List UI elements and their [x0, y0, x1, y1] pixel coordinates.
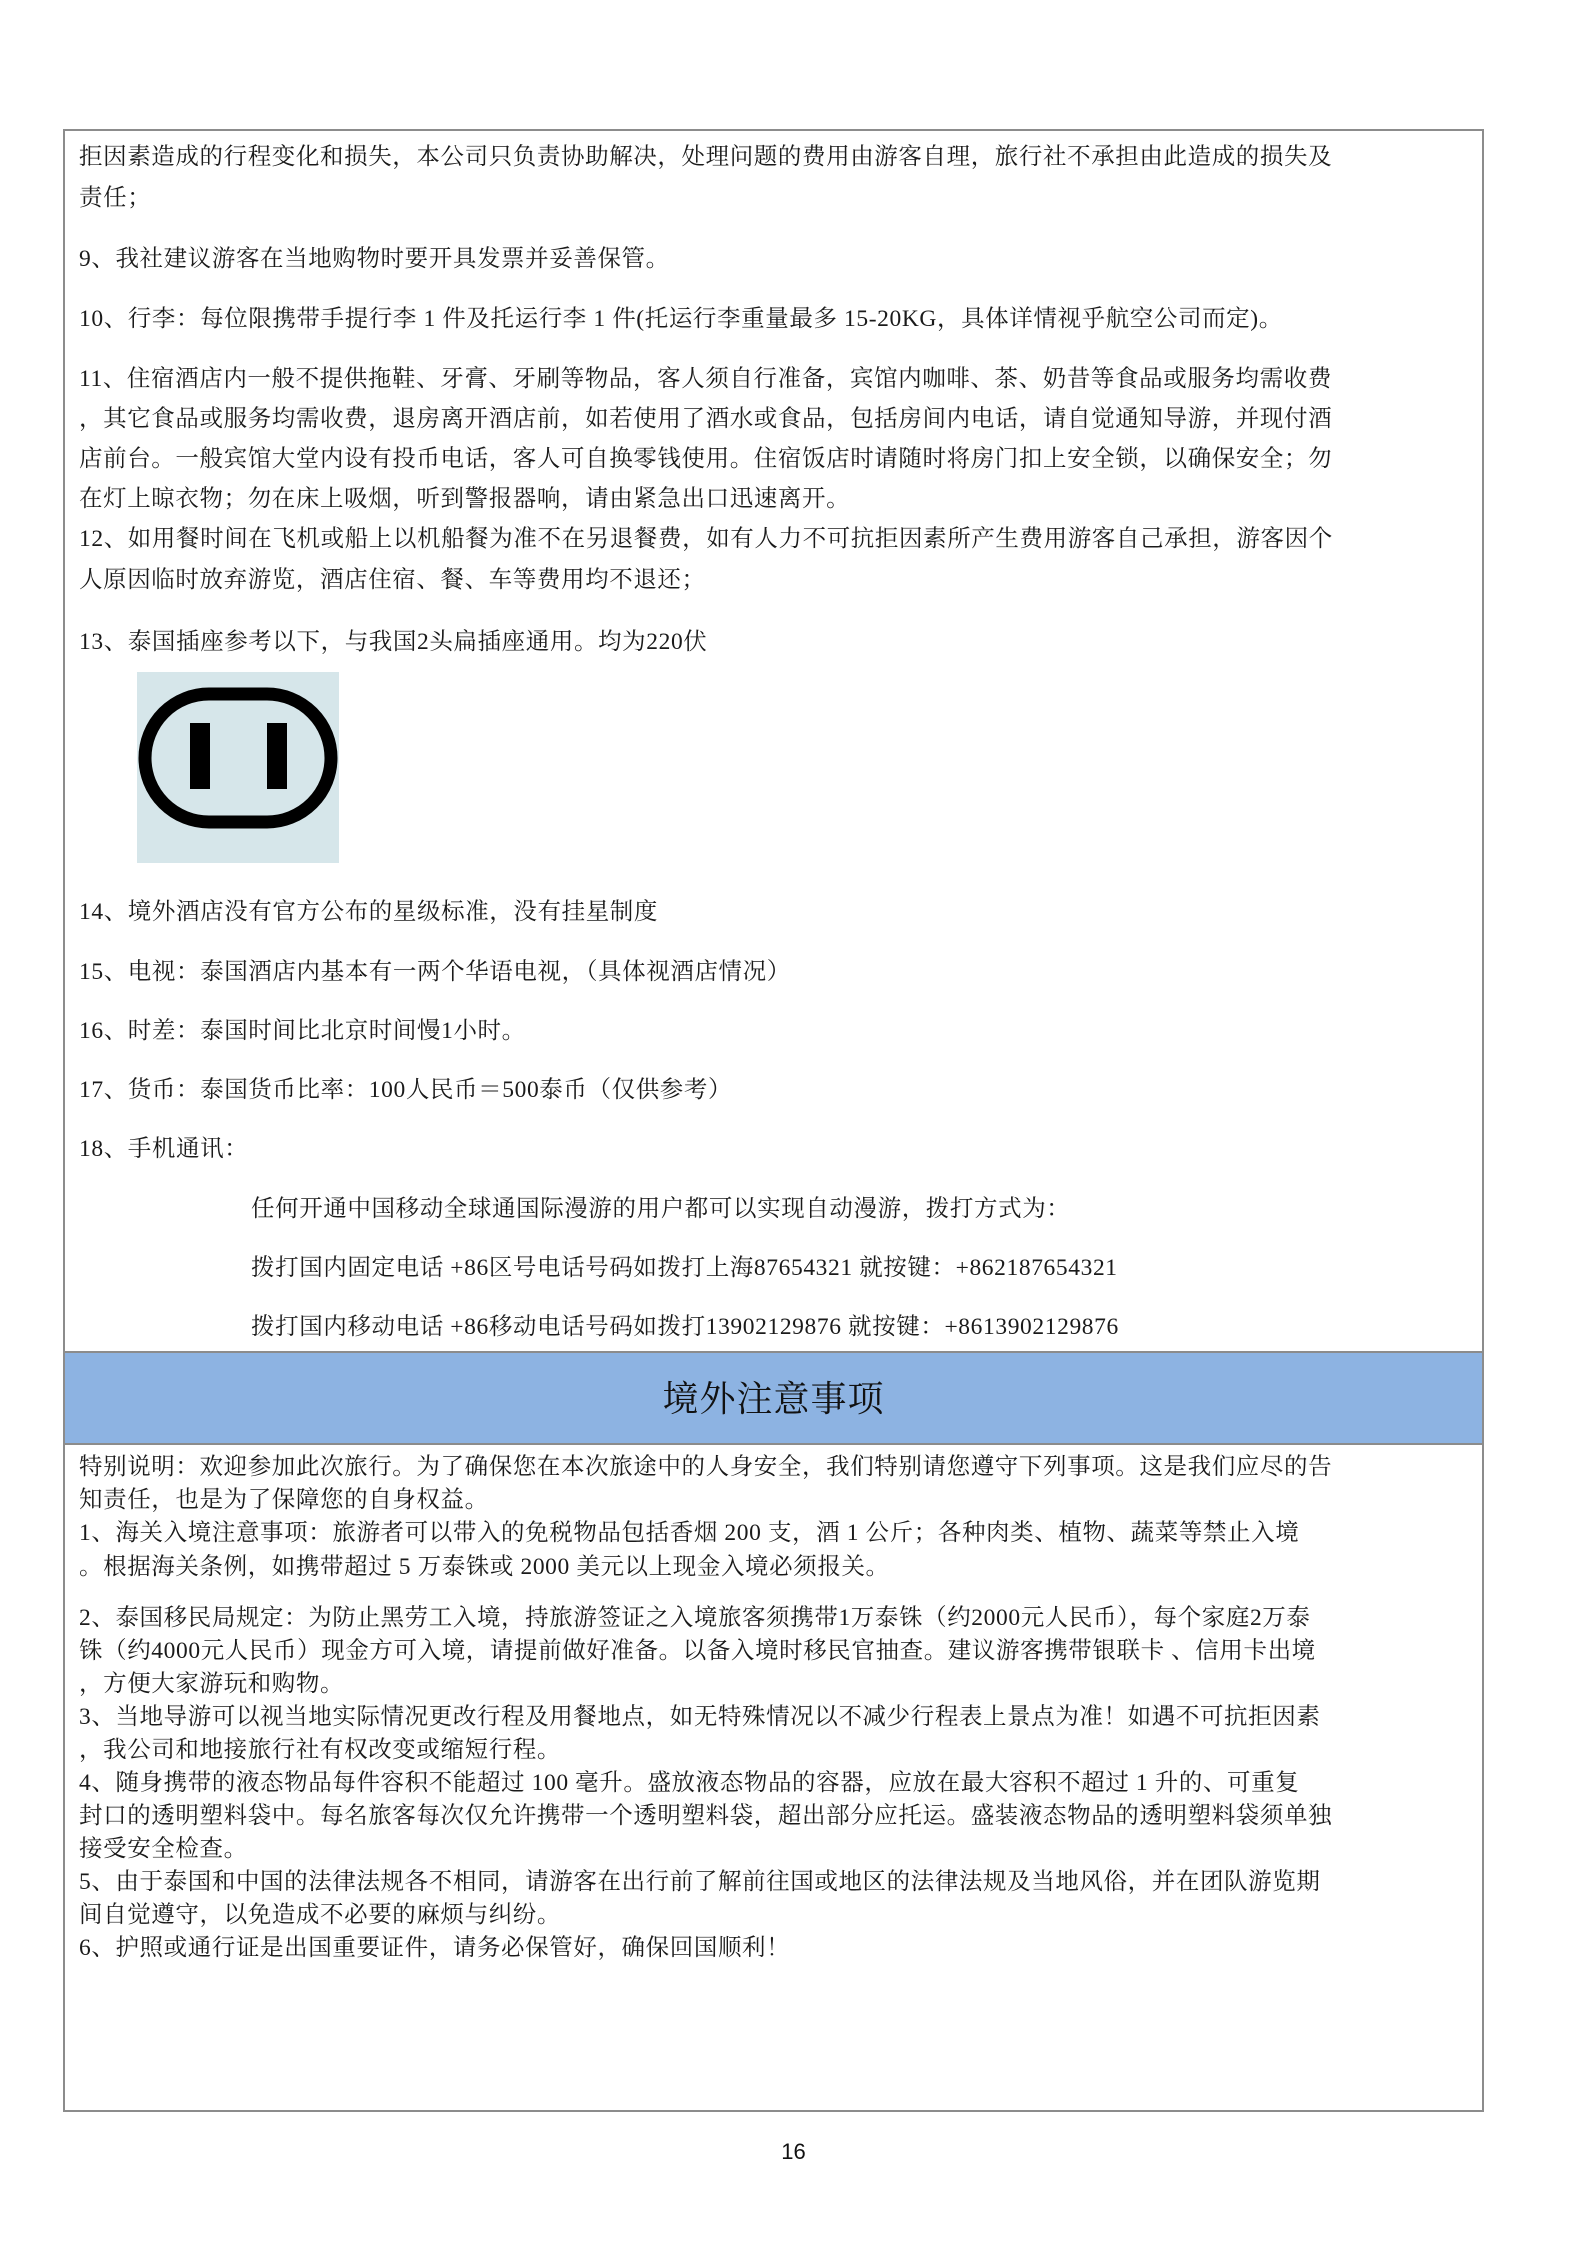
page-number: 16: [781, 2139, 806, 2164]
note-item-14: 14、境外酒店没有官方公布的星级标准，没有挂星制度: [79, 899, 658, 925]
overseas-item-5-line-2: 间自觉遵守，以免造成不必要的麻烦与纠纷。: [79, 1902, 561, 1928]
note-item-11-line-1: 11、住宿酒店内一般不提供拖鞋、牙膏、牙刷等物品，客人须自行准备，宾馆内咖啡、茶、奶昔等食品或服务均需收费: [79, 366, 1332, 392]
section-header-band: [65, 1351, 1482, 1445]
mobile-cellphone-dialing: 拨打国内移动电话 +86移动电话号码如拨打13902129876 就按键：+8613902129876: [251, 1314, 1119, 1340]
note-item-16: 16、时差：泰国时间比北京时间慢1小时。: [79, 1018, 526, 1044]
note-item-11-line-4: 在灯上晾衣物；勿在床上吸烟，听到警报器响，请由紧急出口迅速离开。: [79, 486, 851, 512]
note-item-11-line-3: 店前台。一般宾馆大堂内设有投币电话，客人可自换零钱使用。住宿饭店时请随时将房门扣上安全锁，以确保安全；勿: [79, 446, 1333, 472]
overseas-item-2-line-3: ，方便大家游玩和购物。: [79, 1671, 345, 1697]
overseas-item-2-line-2: 铢（约4000元人民币）现金方可入境，请提前做好准备。以备入境时移民官抽查。建议游客携带银联卡 、信用卡出境: [79, 1638, 1316, 1664]
note-item-15: 15、电视：泰国酒店内基本有一两个华语电视，（具体视酒店情况）: [79, 959, 791, 985]
overseas-item-1-line-2: 。根据海关条例，如携带超过 5 万泰铢或 2000 美元以上现金入境必须报关。: [79, 1554, 890, 1580]
overseas-item-3-line-2: ，我公司和地接旅行社有权改变或缩短行程。: [79, 1737, 561, 1763]
overseas-item-2-line-1: 2、泰国移民局规定：为防止黑劳工入境，持旅游签证之入境旅客须携带1万泰铢（约2000元人民币），每个家庭2万泰: [79, 1605, 1311, 1631]
overseas-item-4-line-3: 接受安全检查。: [79, 1836, 248, 1862]
special-note-line-2: 知责任，也是为了保障您的自身权益。: [79, 1487, 489, 1513]
document-page-frame: [63, 129, 1484, 2112]
overseas-item-4-line-1: 4、随身携带的液态物品每件容积不能超过 100 毫升。盛放液态物品的容器，应放在最大容积不超过 1 升的、可重复: [79, 1770, 1300, 1796]
notes-section: [65, 131, 1482, 1353]
mobile-landline-dialing: 拨打国内固定电话 +86区号电话号码如拨打上海87654321 就按键：+862187654321: [251, 1255, 1118, 1281]
continuation-line-2: 责任；: [79, 185, 152, 211]
two-flat-pin-power-socket-icon: [137, 672, 339, 863]
special-note-line-1: 特别说明：欢迎参加此次旅行。为了确保您在本次旅途中的人身安全，我们特别请您遵守下列事项。这是我们应尽的告: [79, 1454, 1333, 1480]
mobile-roaming-intro: 任何开通中国移动全球通国际漫游的用户都可以实现自动漫游，拨打方式为：: [251, 1196, 1071, 1222]
note-item-11-line-2: ，其它食品或服务均需收费，退房离开酒店前，如若使用了酒水或食品，包括房间内电话，请自觉通知导游，并现付酒: [79, 406, 1333, 432]
overseas-item-4-line-2: 封口的透明塑料袋中。每名旅客每次仅允许携带一个透明塑料袋，超出部分应托运。盛装液态物品的透明塑料袋须单独: [79, 1803, 1333, 1829]
note-item-9: 9、我社建议游客在当地购物时要开具发票并妥善保管。: [79, 246, 670, 272]
note-item-10: 10、行李：每位限携带手提行李 1 件及托运行李 1 件(托运行李重量最多 15-20KG，具体详情视乎航空公司而定)。: [79, 306, 1283, 332]
continuation-line-1: 拒因素造成的行程变化和损失，本公司只负责协助解决，处理问题的费用由游客自理，旅行社不承担由此造成的损失及: [79, 144, 1333, 170]
note-item-12-line-1: 12、如用餐时间在飞机或船上以机船餐为准不在另退餐费，如有人力不可抗拒因素所产生费用游客自己承担，游客因个: [79, 526, 1333, 552]
note-item-13: 13、泰国插座参考以下，与我国2头扁插座通用。均为220伏: [79, 629, 708, 655]
note-item-18-title: 18、手机通讯：: [79, 1136, 249, 1162]
note-item-17: 17、货币：泰国货币比率：100人民币＝500泰币（仅供参考）: [79, 1077, 733, 1103]
overseas-item-3-line-1: 3、当地导游可以视当地实际情况更改行程及用餐地点，如无特殊情况以不减少行程表上景点为准！如遇不可抗拒因素: [79, 1704, 1321, 1730]
overseas-item-1-line-1: 1、海关入境注意事项：旅游者可以带入的免税物品包括香烟 200 支，酒 1 公斤；各种肉类、植物、蔬菜等禁止入境: [79, 1520, 1300, 1546]
overseas-item-5-line-1: 5、由于泰国和中国的法律法规各不相同，请游客在出行前了解前往国或地区的法律法规及当地风俗，并在团队游览期: [79, 1869, 1321, 1895]
section-title: 境外注意事项: [662, 1378, 885, 1420]
power-socket-image: [137, 672, 339, 863]
overseas-item-6: 6、护照或通行证是出国重要证件，请务必保管好，确保回国顺利！: [79, 1935, 791, 1961]
note-item-12-line-2: 人原因临时放弃游览，酒店住宿、餐、车等费用均不退还；: [79, 567, 706, 593]
